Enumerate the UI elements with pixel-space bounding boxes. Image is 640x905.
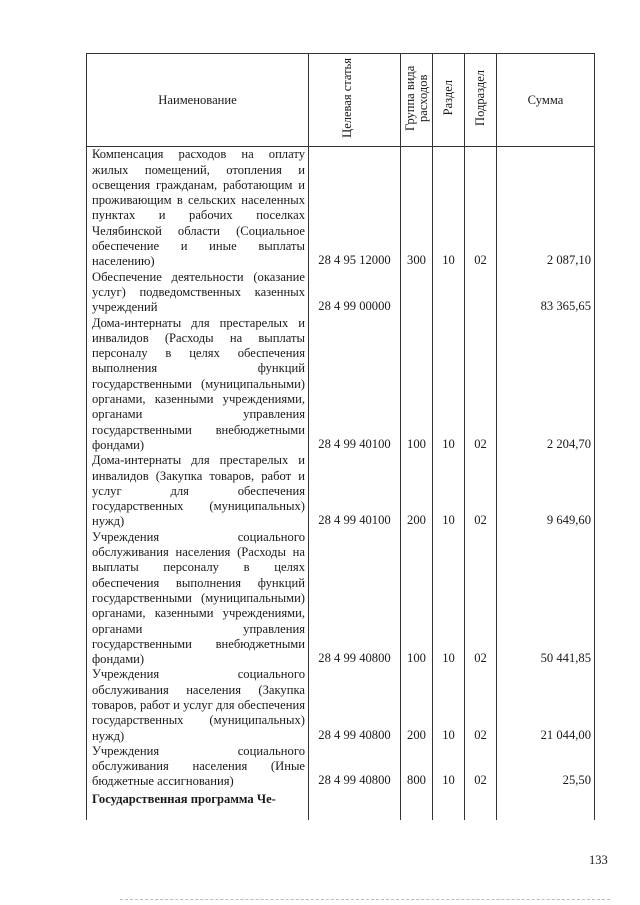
- row-name: Компенсация расходов на оплату жилых помещений, отопления и освещения гражданам, работающим и проживающим в сельских населенных пунктах и рабочих поселках Челябинской области (Социальное обеспечение и иные выплаты населению): [87, 147, 309, 270]
- row-section: 10: [433, 667, 465, 743]
- row-subsection: 02: [465, 316, 497, 454]
- row-group: 100: [401, 530, 433, 668]
- table-row: [87, 147, 595, 270]
- row-sum: 83 365,65: [497, 270, 595, 316]
- row-sum: 25,50: [497, 744, 595, 790]
- page-number: 133: [589, 853, 608, 867]
- row-subsection: 02: [465, 667, 497, 743]
- header-section: Раздел: [441, 80, 455, 116]
- header-subsection: Подраздел: [473, 70, 487, 126]
- table-header-row: [87, 54, 595, 147]
- row-name: Дома-интернаты для престарелых и инвалидов (Закупка товаров, работ и услуг для обеспечения государственных (муниципальных) нужд): [87, 453, 309, 529]
- header-sum: Сумма: [497, 54, 595, 147]
- row-group: 200: [401, 667, 433, 743]
- table-row: [87, 453, 595, 529]
- row-target: 28 4 99 40800: [309, 530, 401, 668]
- table-row: [87, 744, 595, 790]
- row-subsection: [465, 270, 497, 316]
- table-row-continued: [87, 790, 595, 820]
- row-group: 200: [401, 453, 433, 529]
- budget-table: [86, 53, 595, 820]
- row-name: Обеспечение деятельности (оказание услуг) подведомственных казенных учреждений: [87, 270, 309, 316]
- row-group: [401, 270, 433, 316]
- table-body: [87, 147, 595, 820]
- row-group: 100: [401, 316, 433, 454]
- row-section: 10: [433, 453, 465, 529]
- row-sum: 2 204,70: [497, 316, 595, 454]
- row-name: Учреждения социального обслуживания населения (Иные бюджетные ассигнования): [87, 744, 309, 790]
- row-subsection: 02: [465, 744, 497, 790]
- header-name: Наименование: [87, 54, 309, 147]
- header-expense-group: Группа вида расходов: [402, 65, 430, 131]
- row-subsection: 02: [465, 453, 497, 529]
- table-row: [87, 667, 595, 743]
- header-target: Целевая статья: [339, 58, 354, 138]
- row-name: Учреждения социального обслуживания населения (Расходы на выплаты персоналу в целях обеспечения выполнения функций государственными (муниципальными) органами, казенными учреждениями, органами управления государственными внебюджетными фондами): [87, 530, 309, 668]
- row-sum: 21 044,00: [497, 667, 595, 743]
- row-target: 28 4 99 40800: [309, 667, 401, 743]
- table-row: [87, 316, 595, 454]
- row-target: 28 4 99 00000: [309, 270, 401, 316]
- table-row: [87, 270, 595, 316]
- row-name-program: Государственная программа Че-: [87, 790, 309, 820]
- row-target: 28 4 99 40100: [309, 316, 401, 454]
- row-section: 10: [433, 147, 465, 270]
- row-section: [433, 270, 465, 316]
- row-target: 28 4 95 12000: [309, 147, 401, 270]
- row-target: 28 4 99 40100: [309, 453, 401, 529]
- row-target: 28 4 99 40800: [309, 744, 401, 790]
- row-subsection: 02: [465, 530, 497, 668]
- row-name: Дома-интернаты для престарелых и инвалидов (Расходы на выплаты персоналу в целях обеспечения выполнения функций государственными (муниципальными) органами, казенными учреждениями, органами управления государственными внебюджетными фондами): [87, 316, 309, 454]
- row-sum: 2 087,10: [497, 147, 595, 270]
- row-name: Учреждения социального обслуживания населения (Закупка товаров, работ и услуг для обеспечения государственных (муниципальных) нужд): [87, 667, 309, 743]
- page-bottom-rule: [120, 899, 610, 900]
- row-sum: 50 441,85: [497, 530, 595, 668]
- row-subsection: 02: [465, 147, 497, 270]
- row-section: 10: [433, 316, 465, 454]
- row-section: 10: [433, 530, 465, 668]
- row-sum: 9 649,60: [497, 453, 595, 529]
- table-row: [87, 530, 595, 668]
- row-section: 10: [433, 744, 465, 790]
- row-group: 800: [401, 744, 433, 790]
- row-group: 300: [401, 147, 433, 270]
